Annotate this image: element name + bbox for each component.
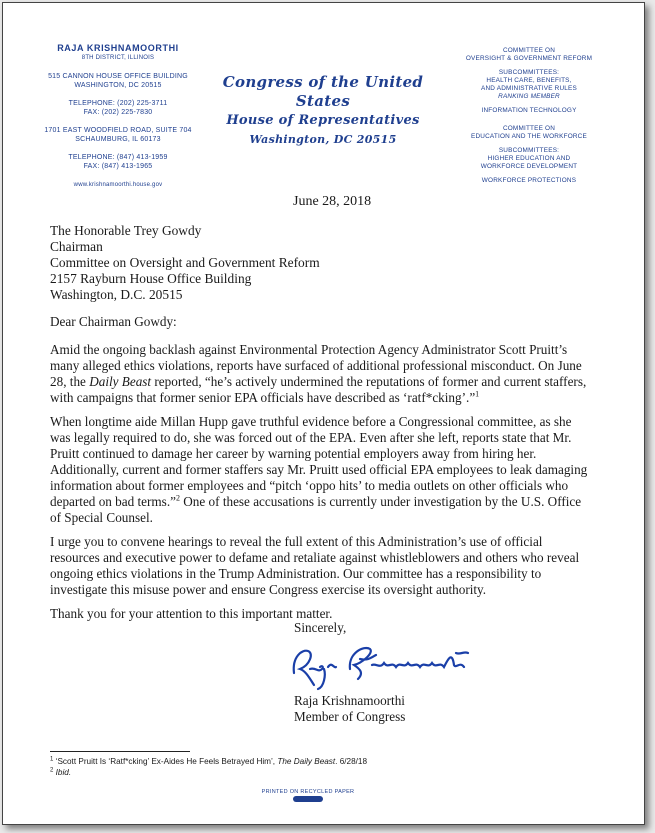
p1-source: Daily Beast xyxy=(89,374,152,389)
district-telephone: TELEPHONE: (847) 413-1959 xyxy=(68,154,168,161)
p1-text-a: Amid the ongoing backlash against Environmental Protection Agency Administrator Scott Pruitt’s many alleged ethics violations, reports have surfaced of additional professional misconduct. On June 28, the xyxy=(50,342,582,389)
p2-text-a: When longtime aide Millan Hupp gave truthful evidence before a Congressional committee, as she was legally required to do, she was forced out of the EPA. Even after she left, reports state that Mr. Pruitt continued to damage her career by warning potential employers away from hiring her. Additionally, current and former staffers say Mr. Pruitt used official EPA employees to leak damaging information about former employees and “pitch ‘oppo hits’ to media outlets on other officials who departed on bad terms.” xyxy=(50,414,588,509)
footnotes xyxy=(50,756,367,778)
recipient-line: The Honorable Trey Gowdy xyxy=(50,223,202,238)
paragraph-2 xyxy=(50,414,595,526)
recycled-paper-notice xyxy=(233,788,383,805)
signature-image xyxy=(288,639,478,691)
congress-title: Congress of the United States xyxy=(222,73,424,110)
signature-block xyxy=(294,693,405,725)
dc-fax: FAX: (202) 225-7830 xyxy=(83,109,153,116)
recipient-line: Committee on Oversight and Government Reform xyxy=(50,255,320,270)
dc-office-line2: WASHINGTON, DC 20515 xyxy=(74,82,162,89)
district-office-line1: 1701 EAST WOODFIELD ROAD, SUITE 704 xyxy=(44,127,192,134)
footnote-ref-2: 2 xyxy=(175,493,180,503)
letterhead-left xyxy=(43,43,193,190)
recycle-logo-icon xyxy=(293,796,323,802)
subcommittees-label-2: SUBCOMMITTEES: xyxy=(498,147,560,154)
recipient-line: Chairman xyxy=(50,239,103,254)
footnote-1-number: 1 xyxy=(50,756,54,763)
footnote-2-number: 2 xyxy=(50,767,54,774)
signer-name: Raja Krishnamoorthi xyxy=(294,693,405,708)
committee2-line1: COMMITTEE ON xyxy=(502,125,556,132)
footnote-1-text: ‘Scott Pruitt Is ‘Ratf*cking’ Ex-Aides He Feels Betrayed Him’, xyxy=(53,757,278,766)
house-title: House of Representatives xyxy=(226,113,420,128)
paragraph-4: Thank you for your attention to this important matter. xyxy=(50,606,333,621)
dc-telephone: TELEPHONE: (202) 225-3711 xyxy=(68,100,168,107)
sub1-role: RANKING MEMBER xyxy=(498,93,560,100)
letter-date: June 28, 2018 xyxy=(293,194,372,209)
letter-body xyxy=(50,314,595,630)
recipient-line: 2157 Rayburn House Office Building xyxy=(50,271,252,286)
subcommittees-label-1: SUBCOMMITTEES: xyxy=(498,69,560,76)
district: 8TH DISTRICT, ILLINOIS xyxy=(81,55,155,61)
footnote-2-text: Ibid. xyxy=(53,768,72,777)
footnote-1 xyxy=(50,756,367,767)
paragraph-3: I urge you to convene hearings to reveal the full extent of this Administration’s use of official resources and executive power to defame and retaliate against whistleblowers and others who reveal ongoing ethics violations in the Trump Administration. Our committee has a responsibility to investigate this misuse power and ensure Congress exercise its oversight authority. xyxy=(50,534,580,597)
district-office-line2: SCHAUMBURG, IL 60173 xyxy=(75,136,161,143)
committee1-line1: COMMITTEE ON xyxy=(502,47,556,54)
website: www.krishnamoorthi.house.gov xyxy=(73,182,163,188)
signer-title: Member of Congress xyxy=(294,709,406,724)
footnote-1-date: . 6/28/18 xyxy=(335,757,368,766)
sub1-line2: AND ADMINISTRATIVE RULES xyxy=(481,85,577,92)
city-line: Washington, DC 20515 xyxy=(249,133,397,146)
letter-page xyxy=(2,2,645,825)
sub2: INFORMATION TECHNOLOGY xyxy=(481,107,577,114)
salutation: Dear Chairman Gowdy: xyxy=(50,314,177,329)
p1-text-b: reported, “he’s actively undermined the reputations of former and current staffers, with campaigns that former senior EPA officials have described as ‘ratf*cking’.” xyxy=(50,374,587,405)
committee1-line2: OVERSIGHT & GOVERNMENT REFORM xyxy=(465,55,593,62)
sub1-line1: HEALTH CARE, BENEFITS, xyxy=(486,77,572,84)
letterhead-center xyxy=(203,73,443,150)
sub4: WORKFORCE PROTECTIONS xyxy=(481,177,577,184)
sub3-line1: HIGHER EDUCATION AND xyxy=(487,155,571,162)
recipient-address xyxy=(50,223,320,303)
dc-office-line1: 515 CANNON HOUSE OFFICE BUILDING xyxy=(48,73,188,80)
recycled-text: PRINTED ON RECYCLED PAPER xyxy=(261,789,355,795)
committee2-line2: EDUCATION AND THE WORKFORCE xyxy=(471,133,587,140)
footnote-ref-1: 1 xyxy=(475,389,480,399)
closing: Sincerely, xyxy=(294,620,347,635)
recipient-line: Washington, D.C. 20515 xyxy=(50,287,183,302)
letterhead-right xyxy=(449,47,609,185)
footnote-2 xyxy=(50,767,367,778)
paragraph-1 xyxy=(50,342,595,406)
district-fax: FAX: (847) 413-1965 xyxy=(83,163,153,170)
p2-text-b: One of these accusations is currently under investigation by the U.S. Office of Special Counsel. xyxy=(50,494,582,525)
footnote-divider xyxy=(50,751,190,752)
sub3-line2: WORKFORCE DEVELOPMENT xyxy=(480,163,578,170)
member-name: RAJA KRISHNAMOORTHI xyxy=(57,43,179,53)
footnote-1-source: The Daily Beast xyxy=(277,757,336,766)
